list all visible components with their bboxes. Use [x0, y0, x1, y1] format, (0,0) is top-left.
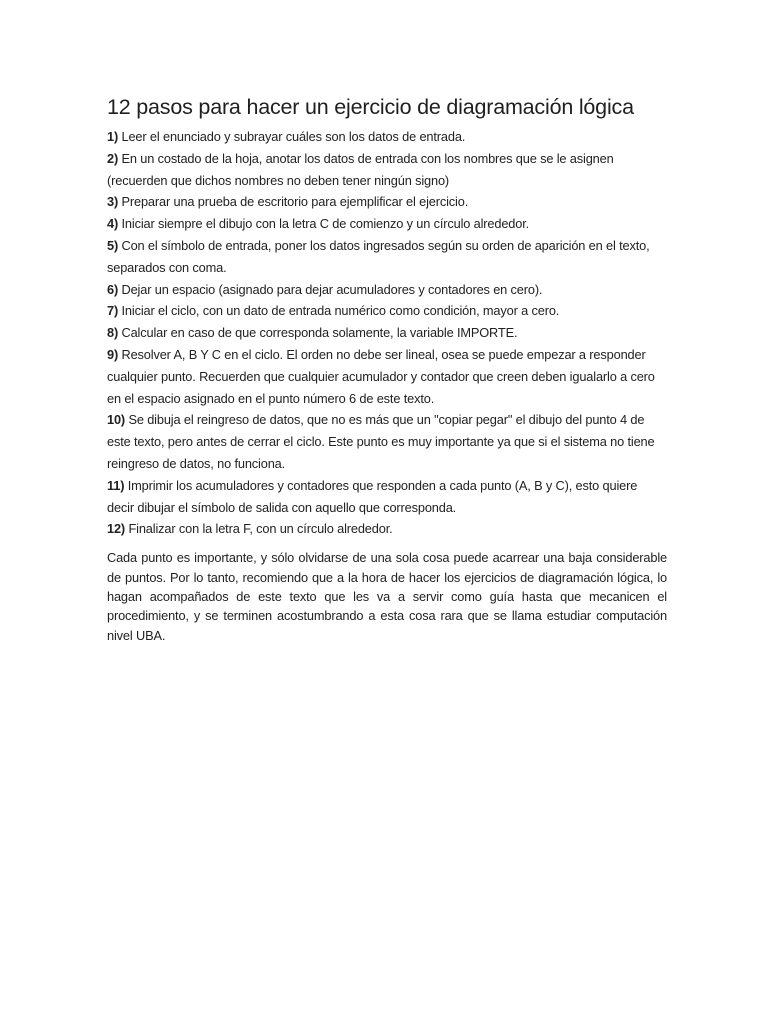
steps-list — [107, 126, 667, 540]
step-text: Calcular en caso de que corresponda solamente, la variable IMPORTE. — [121, 325, 518, 341]
step-number: 1) — [107, 129, 119, 144]
document-page — [107, 90, 667, 645]
list-item — [107, 213, 667, 235]
step-text: En un costado de la hoja, anotar los datos de entrada con los nombres que se le asignen (recuerden que dichos nombres no deben tener ningún signo) — [107, 150, 614, 188]
step-number: 10) — [107, 412, 126, 428]
step-text: Dejar un espacio (asignado para dejar acumuladores y contadores en cero). — [121, 281, 543, 297]
step-number: 6) — [107, 281, 119, 297]
step-text: Resolver A, B Y C en el ciclo. El orden no debe ser lineal, osea se puede empezar a responder cualquier punto. Recuerden que cualquier acumulador y contador que creen deben igualarlo a cero en el espacio asignado en el punto número 6 de este texto. — [107, 346, 655, 406]
step-text: Imprimir los acumuladores y contadores que responden a cada punto (A, B y C), esto quiere decir dibujar el símbolo de salida con aquello que corresponda. — [107, 477, 638, 515]
list-item — [107, 409, 667, 474]
list-item — [107, 344, 667, 409]
list-item — [107, 518, 667, 540]
list-item — [107, 279, 667, 301]
list-item — [107, 235, 667, 279]
step-number: 7) — [107, 303, 119, 319]
step-text: Preparar una prueba de escritorio para ejemplificar el ejercicio. — [121, 194, 469, 210]
step-number: 2) — [107, 150, 119, 166]
step-number: 4) — [107, 216, 119, 232]
step-text: Leer el enunciado y subrayar cuáles son los datos de entrada. — [121, 129, 466, 144]
step-text: Iniciar el ciclo, con un dato de entrada numérico como condición, mayor a cero. — [121, 303, 560, 319]
step-number: 3) — [107, 194, 119, 210]
list-item — [107, 322, 667, 344]
list-item — [107, 475, 667, 519]
step-number: 8) — [107, 325, 119, 341]
step-text: Iniciar siempre el dibujo con la letra C de comienzo y un círculo alrededor. — [121, 216, 530, 232]
step-text: Se dibuja el reingreso de datos, que no es más que un "copiar pegar" el dibujo del punto 4 de este texto, pero antes de cerrar el ciclo. Este punto es muy importante ya que si el sistema no tiene reingreso de datos, no funciona. — [107, 412, 655, 471]
closing-paragraph: Cada punto es importante, y sólo olvidarse de una sola cosa puede acarrear una baja considerable de puntos. Por lo tanto, recomiendo que a la hora de hacer los ejercicios de diagramación lógica, lo hagan acompañados de este texto que les va a servir como guía hasta que mecanicen el procedimiento, y se terminen acostumbrando a esta cosa rara que se llama estudiar computación nivel UBA. — [107, 550, 667, 643]
step-number: 5) — [107, 237, 119, 253]
step-number: 9) — [107, 346, 119, 362]
list-item — [107, 126, 667, 148]
list-item — [107, 148, 667, 192]
step-text: Finalizar con la letra F, con un círculo alrededor. — [128, 521, 393, 537]
step-text: Con el símbolo de entrada, poner los datos ingresados según su orden de aparición en el texto, separados con coma. — [107, 237, 650, 275]
list-item — [107, 191, 667, 213]
list-item — [107, 300, 667, 322]
page-title: 12 pasos para hacer un ejercicio de diagramación lógica — [107, 95, 634, 119]
step-number: 11) — [107, 477, 125, 493]
step-number: 12) — [107, 521, 126, 537]
